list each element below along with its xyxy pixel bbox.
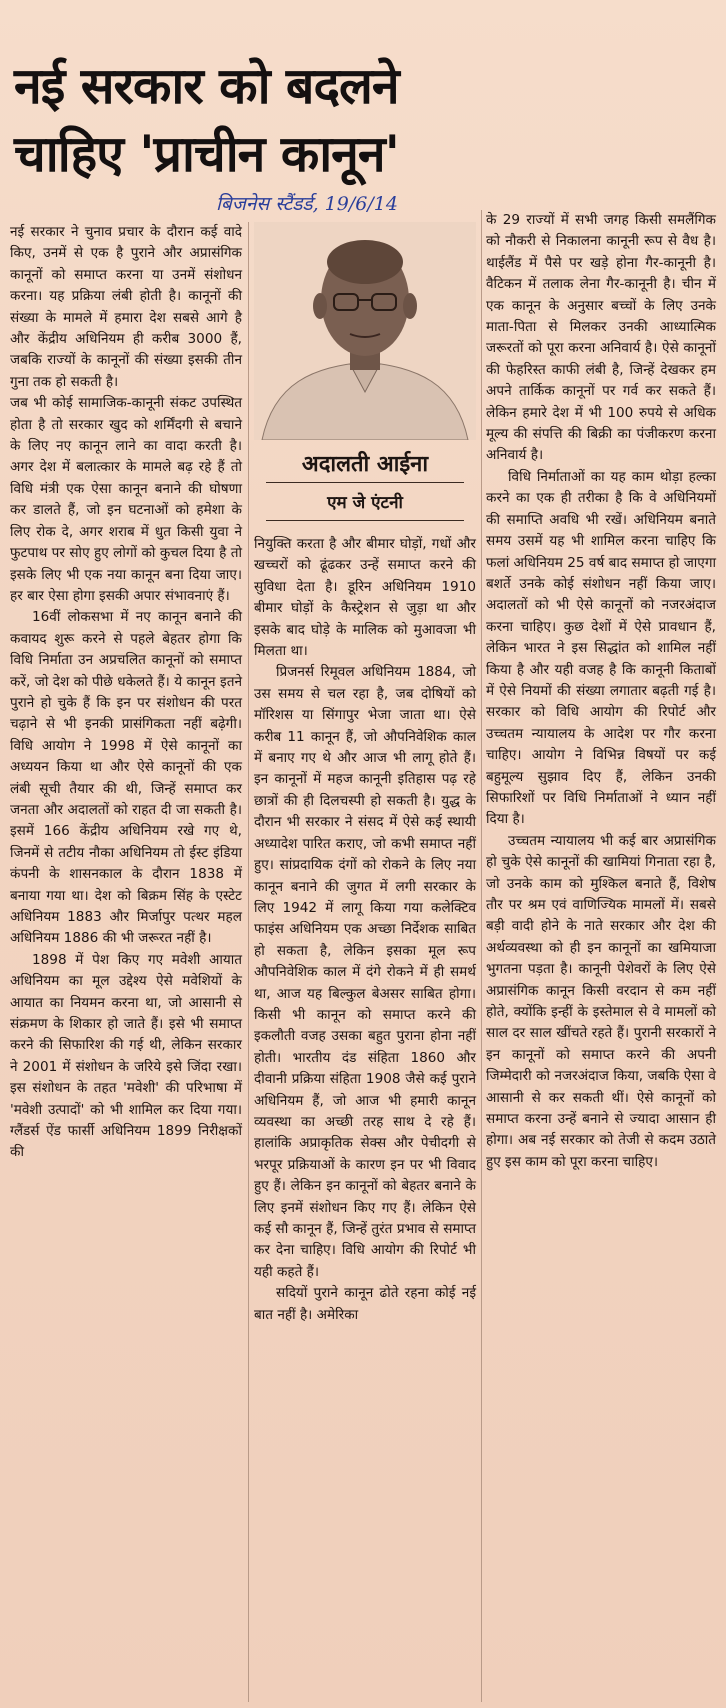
paragraph: के 29 राज्यों में सभी जगह किसी समलैंगिक को नौकरी से निकालना कानूनी रूप से वैध है। थाईलैंड में पैसे पर खड़े होना गैर-कानूनी है। वैटिकन में तलाक लेना गैर-कानूनी है। चीन में एक कानून के अनुसार बच्चों के लिए उनके माता-पिता से मिलकर उनकी आध्यात्मिक जरूरतों को पूरा करना अनिवार्य है। ऐसे कानूनों की फेहरिस्त काफी लंबी है, जिन्हें देखकर हम अपने तार्किक कानूनों पर गर्व कर सकते हैं। लेकिन हमारे देश में भी 100 रुपये से अधिक मूल्य की संपत्ति की बिक्री का पंजीकरण करना अनिवार्य है। xyxy=(486,212,716,464)
paragraph: सदियों पुराने कानून ढोते रहना कोई नई बात नहीं है। अमेरिका xyxy=(254,1285,476,1323)
paragraph: नियुक्ति करता है और बीमार घोड़ों, गधों और खच्चरों को ढूंढकर उन्हें समाप्त करने की सुविधा देता है। डूरिन अधिनियम 1910 बीमार घोड़ों के कैस्ट्रेशन से जुड़ा था और इसके बाद घोड़े के मालिक को मुआवजा भी मिलता था। xyxy=(254,536,476,660)
paragraph: नई सरकार ने चुनाव प्रचार के दौरान कई वादे किए, उनमें से एक है पुराने और अप्रासंगिक कानूनों को समाप्त करना या उनमें संशोधन करना। यह प्रक्रिया लंबी होती है। कानूनों की संख्या के मामले में हमारा देश सबसे आगे है और केंद्रीय अधिनियम ही करीब 3000 हैं, जबकि राज्यों के कानूनों की संख्या इसकी तीन गुना तक हो सकती है। xyxy=(10,224,242,390)
column-divider xyxy=(481,210,482,1702)
article-column-2 xyxy=(254,534,476,1702)
author-name: एम जे एंटनी xyxy=(327,493,403,513)
column-divider xyxy=(248,222,249,1702)
byline-divider xyxy=(266,482,464,483)
paragraph: 16वीं लोकसभा में नए कानून बनाने की कवायद शुरू करने से पहले बेहतर होगा कि विधि निर्माता उन अप्रचलित कानूनों को समाप्त करें, जो देश को पीछे धकेलते हैं। ये कानून इतने पुराने हो चुके हैं कि इन पर संशोधन की परत चढ़ाने से भी इनकी प्रासंगिकता नहीं बढ़ेगी। विधि आयोग ने 1998 में ऐसे कानूनों का अध्ययन किया था और ऐसे कानूनों की एक लंबी सूची तैयार की थी, जिन्हें समाप्त कर जनता और अदालतों को राहत दी जा सकती है। इसमें 166 केंद्रीय अधिनियम रखे गए थे, जिनमें से तटीय नौका अधिनियम तो ईस्ट इंडिया कंपनी के शासनकाल के दौरान 1838 में बनाया गया था। देश को बिक्रम सिंह के एस्टेट अधिनियम 1883 और मिर्जापुर पत्थर महल अधिनियम 1886 की भी जरूरत नहीं है। xyxy=(10,609,242,947)
author-photo xyxy=(254,222,476,440)
headline-line-1: नई सरकार को बदलने xyxy=(14,57,399,115)
article-column-1 xyxy=(10,222,242,1702)
author-portrait-icon xyxy=(254,222,476,440)
headline-line-2: चाहिए 'प्राचीन कानून' xyxy=(14,125,399,183)
byline-divider-bottom xyxy=(266,520,464,521)
paragraph: जब भी कोई सामाजिक-कानूनी संकट उपस्थित होता है तो सरकार खुद को शर्मिंदगी से बचाने के लिए नए कानून लाने का वादा करती है। अगर देश में बलात्कार के मामले बढ़ रहे हैं तो विधि मंत्री एक ऐसा कानून बनाने की घोषणा कर डालते हैं, जो इन घटनाओं को हमेशा के लिए रोक दे, अगर शराब में धुत किसी युवा ने फुटपाथ पर सोए हुए लोगों को कुचल दिया है तो इसके लिए भी एक नया कानून बना दिया जाए। हर बार ऐसा होगा इसकी अपार संभावनाएं हैं। xyxy=(10,395,242,604)
column-title: अदालती आईना xyxy=(301,452,429,477)
handwritten-source-note: बिजनेस स्टैंडर्ड, 19/6/14 xyxy=(216,193,398,215)
article-column-3 xyxy=(486,210,716,1702)
paragraph: 1898 में पेश किए गए मवेशी आयात अधिनियम का मूल उद्देश्य ऐसे मवेशियों के आयात का नियमन करना था, जो आसानी से संक्रमण के शिकार हो जाते हैं। इसे भी समाप्त करने की सिफारिश की गई थी, लेकिन सरकार ने 2001 में संशोधन के जरिये इसे जिंदा रखा। इस संशोधन के तहत 'मवेशी' की परिभाषा में 'मवेशी उत्पादों' को भी शामिल कर दिया गया। ग्लैंडर्स ऐंड फार्सी अधिनियम 1899 निरीक्षकों की xyxy=(10,951,242,1161)
paragraph: उच्चतम न्यायालय भी कई बार अप्रासंगिक हो चुके ऐसे कानूनों की खामियां गिनाता रहा है, जो उनके काम को मुश्किल बनाते हैं, विशेष तौर पर श्रम एवं वाणिज्यिक मामलों में। सबसे बड़ी वादी होने के नाते सरकार और देश की अर्थव्यवस्था को ही इन कानूनों का खमियाजा भुगतना पड़ता है। कानूनी पेशेवरों के लिए ऐसे अप्रासंगिक कानून किसी वरदान से कम नहीं होते, क्योंकि इन्हीं के इस्तेमाल से वे मामलों को साल दर साल खींचते रहते हैं। पुरानी सरकारों ने इन कानूनों को समाप्त करने की अपनी जिम्मेदारी को नजरअंदाज किया, जबकि ऐसा वे आसानी से कर सकती थीं। ऐसे कानूनों को समाप्त करना उन्हें बनाने से ज्यादा आसान ही होगा। अब नई सरकार को तेजी से कदम उठाते हुए इस काम को पूरा करना चाहिए। xyxy=(486,832,716,1170)
paragraph: प्रिजनर्स रिमूवल अधिनियम 1884, जो उस समय से चल रहा है, जब दोषियों को मॉरिशस या सिंगापुर भेजा जाता था। ऐसे करीब 11 कानून हैं, जो औपनिवेशिक काल में बनाए गए थे और आज भी लागू होते हैं। इन कानूनों में महज कानूनी इतिहास पढ़ रहे छात्रों की ही दिलचस्पी हो सकती है। युद्ध के दौरान भी सरकार ने संसद में ऐसे कई स्थायी अध्यादेश पारित कराए, जो कभी समाप्त नहीं हुए। सांप्रदायिक दंगों को रोकने के लिए नया कानून बनाने की जुगत में लगी सरकार के लिए 1942 में लागू किया गया कलेक्टिव फाइंस अधिनियम एक अच्छा निर्देशक साबित हो सकता है, लेकिन इसका मूल रूप औपनिवेशिक काल में दंगे रोकने में ही समर्थ था, आज यह बिल्कुल बेअसर साबित होगा। किसी भी कानून को समाप्त करने की इकलौती वजह उसका बहुत पुराना होना नहीं होती। भारतीय दंड संहिता 1860 और दीवानी प्रक्रिया संहिता 1908 जैसे कई पुराने अधिनियम हैं, जो आज भी हमारी कानून व्यवस्था का अच्छी तरह साथ दे रहे हैं। हालांकि अप्राकृतिक सेक्स और पेचीदगी से भरपूर प्रक्रियाओं के कारण इन पर भी विवाद हुए हैं। लेकिन इन कानूनों को बेहतर बनाने के लिए इनमें संशोधन किए गए हैं। लेकिन ऐसे कई सौ कानून हैं, जिन्हें तुरंत प्रभाव से समाप्त कर देना चाहिए। विधि आयोग की रिपोर्ट भी यही कहते हैं। xyxy=(254,664,476,1280)
paragraph: विधि निर्माताओं का यह काम थोड़ा हल्का करने का एक ही तरीका है कि वे अधिनियमों की समाप्ति अवधि भी रखें। अधिनियम बनाते समय उसमें यह भी शामिल करना चाहिए कि फलां अधिनियम 25 वर्ष बाद समाप्त हो जाएगा बशर्ते उनके कोई संशोधन नहीं किया जाए। अदालतों को भी ऐसे कानूनों को नजरअंदाज करना चाहिए। कुछ देशों में ऐसे प्रावधान हैं, लेकिन भारत ने इस सिद्धांत को शामिल नहीं किया है और यही वजह है कि कानूनी किताबों में ऐसे नियमों की संख्या लगातार बढ़ती गई है। सरकार को विधि आयोग की रिपोर्ट और उच्चतम न्यायालय के आदेश पर गौर करना चाहिए। आयोग ने विभिन्न विषयों पर कई बहुमूल्य सुझाव दिए हैं, लेकिन उनकी सिफारिशों पर विधि निर्माताओं ने ध्यान नहीं दिया है। xyxy=(486,468,716,828)
